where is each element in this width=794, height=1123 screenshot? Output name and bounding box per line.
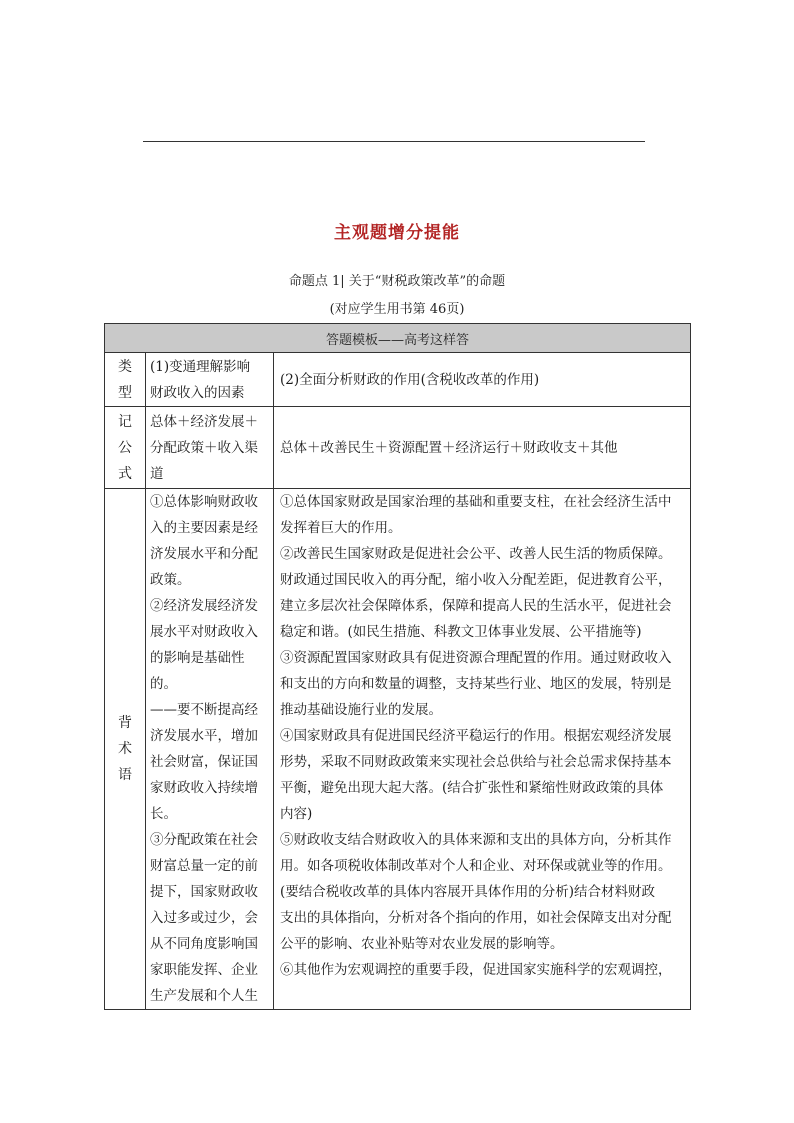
formula-role-cell: 总体＋改善民生＋资源配置＋经济运行＋财政收支＋其他 [274,407,691,489]
page-title: 主观题增分提能 [334,223,460,243]
header-rule [143,141,645,142]
type-factors-cell: (1)变通理解影响 财政收入的因素 [146,353,274,407]
page-reference: (对应学生用书第 46页) [329,302,465,317]
row-label-formula: 记 公 式 [105,407,146,489]
terms-role-cell: ①总体国家财政是国家治理的基础和重要支柱，在社会经济生活中 发挥着巨大的作用。 ②改善民生国家财政是促进社会公平、改善人民生活的物质保障。 财政通过国民收入的再分配，缩小收入分配差距，促进教育公平， 建立多层次社会保障体系，保障和提高人民的生活水平，促进社会 稳定和谐。(如民生措施、科教文卫体事业发展、公平措施等) ③资源配置国家财政具有促进资源合理配置的作用。通过财政收入 和支出的方向和数量的调整，支持某些行业、地区的发展，特别是 推动基础设施行业的发展。 ④国家财政具有促进国民经济平稳运行的作用。根据宏观经济发展 形势，采取不同财政政策来实现社会总供给与社会总需求保持基本 平衡，避免出现大起大落。(结合扩张性和紧缩性财政政策的具体 内容) ⑤财政收支结合财政收入的具体来源和支出的具体方向，分析其作 用。如各项税收体制改革对个人和企业、对环保或就业等的作用。 (要结合税收改革的具体内容展开具体作用的分析)结合材料财政 支出的具体指向，分析对各个指向的作用，如社会保障支出对分配 公平的影响、农业补贴等对农业发展的影响等。 ⑥其他作为宏观调控的重要手段，促进国家实施科学的宏观调控， [274,489,691,1010]
table-row-terms [105,489,691,1010]
formula-factors-cell: 总体＋经济发展＋ 分配政策＋收入渠 道 [146,407,274,489]
section-subtitle: 命题点 1| 关于“财税政策改革”的命题 [288,274,506,289]
row-label-type: 类 型 [105,353,146,407]
terms-factors-cell: ①总体影响财政收 入的主要因素是经 济发展水平和分配 政策。 ②经济发展经济发 展水平对财政收入 的影响是基础性的。 ——要不断提高经 济发展水平，增加 社会财富，保证国 家财政收入持续增 长。 ③分配政策在社会 财富总量一定的前 提下，国家财政收 入过多或过少，会 从不同角度影响国 家职能发挥、企业 生产发展和个人生 [146,489,274,1010]
table-header: 答题模板——高考这样答 [105,324,691,353]
answer-template-table [104,323,691,1010]
type-role-cell: (2)全面分析财政的作用(含税收改革的作用) [274,353,691,407]
table-row-formula [105,407,691,489]
table-row-type [105,353,691,407]
row-label-terms: 背 术 语 [105,489,146,1010]
